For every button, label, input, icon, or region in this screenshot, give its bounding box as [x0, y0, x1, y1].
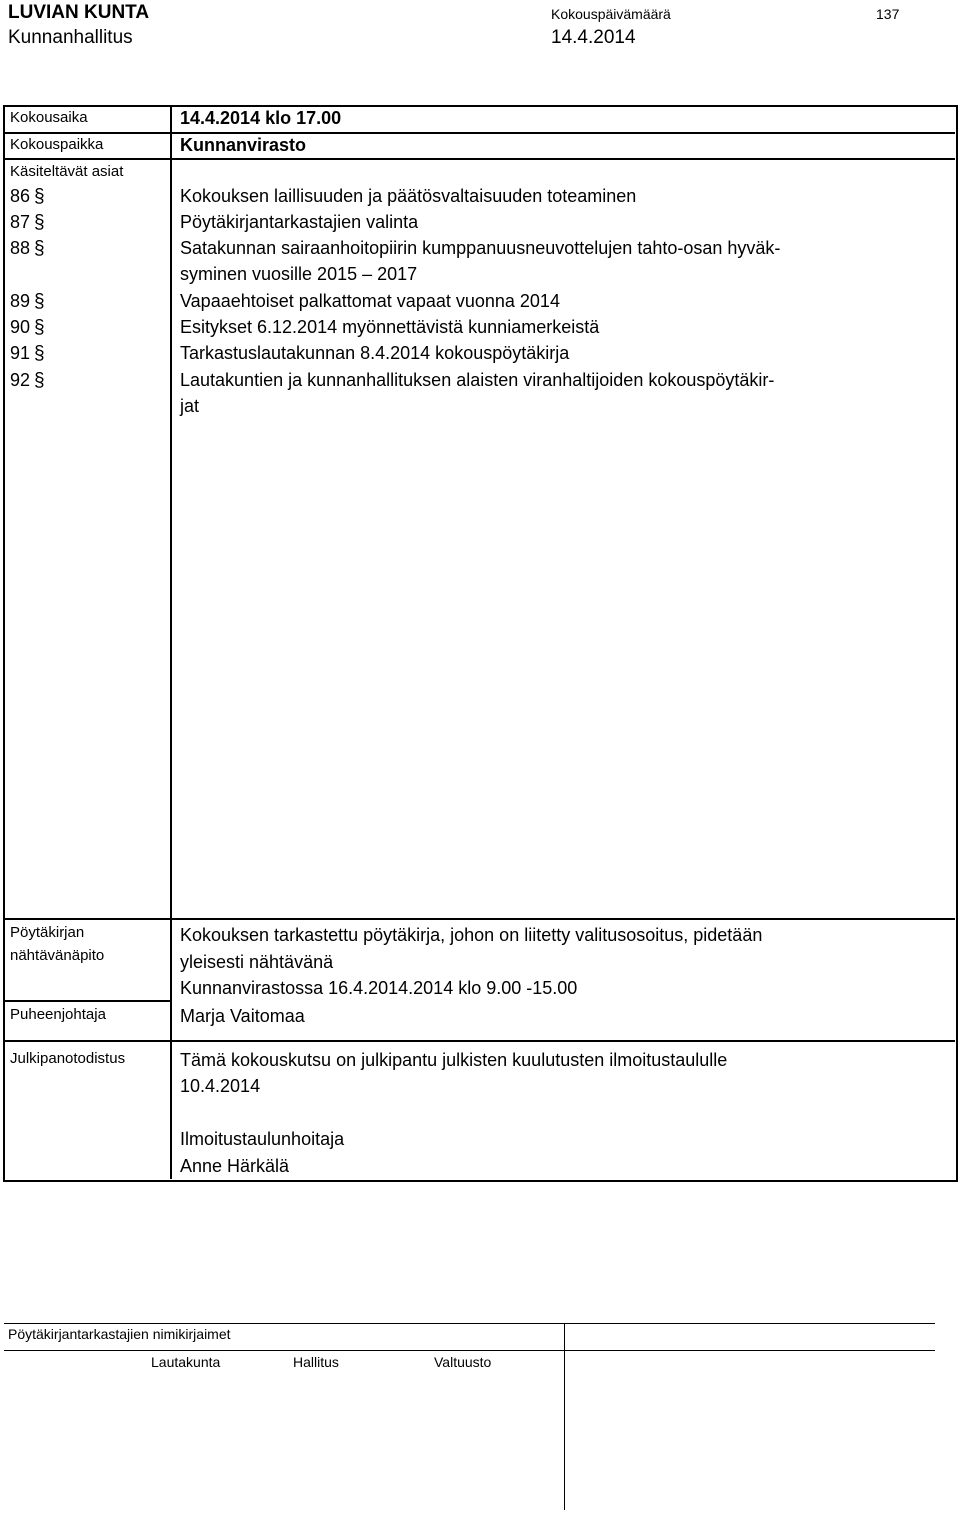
item-number: 86 §	[10, 186, 45, 207]
signature-col-lautakunta: Lautakunta	[151, 1354, 221, 1370]
place-value: Kunnanvirasto	[180, 135, 307, 155]
item-number: 89 §	[10, 291, 45, 312]
items-label: Käsiteltävät asiat	[10, 163, 124, 180]
chair-label: Puheenjohtaja	[10, 1006, 106, 1023]
item-text: Vapaaehtoiset palkattomat vapaat vuonna 2014	[180, 291, 560, 311]
signature-col-valtuusto: Valtuusto	[434, 1354, 492, 1370]
item-number: 91 §	[10, 343, 45, 364]
public-display-label-1: Pöytäkirjan	[10, 924, 85, 941]
item-text: Pöytäkirjantarkastajien valinta	[180, 212, 419, 232]
row-divider	[4, 1000, 171, 1002]
row-divider	[4, 918, 955, 920]
keeper-title: Ilmoitustaulunhoitaja	[180, 1129, 345, 1149]
signature-col-hallitus: Hallitus	[293, 1354, 339, 1370]
header-date: 14.4.2014	[551, 27, 636, 48]
date-label: Kokouspäivämäärä	[551, 6, 671, 22]
notice-label: Julkipanotodistus	[10, 1050, 126, 1067]
item-text: Kokouksen laillisuuden ja päätösvaltaisuuden toteaminen	[180, 186, 637, 206]
item-number: 92 §	[10, 370, 45, 391]
item-text-continued: syminen vuosille 2015 – 2017	[180, 264, 418, 284]
item-text: Satakunnan sairaanhoitopiirin kumppanuusneuvottelujen tahto-osan hyväk-	[180, 238, 781, 258]
keeper-name: Anne Härkälä	[180, 1156, 290, 1176]
item-text: Tarkastuslautakunnan 8.4.2014 kokouspöytäkirja	[180, 343, 570, 363]
item-text: Lautakuntien ja kunnanhallituksen alaisten viranhaltijoiden kokouspöytäkir-	[180, 370, 775, 390]
notice-line1: Tämä kokouskutsu on julkipantu julkisten kuulutusten ilmoitustaululle	[180, 1050, 728, 1070]
page-number: 137	[876, 6, 900, 22]
item-text-continued: jat	[180, 396, 200, 416]
time-value: 14.4.2014 klo 17.00	[180, 108, 342, 128]
row-divider	[4, 158, 955, 160]
item-text: Esitykset 6.12.2014 myönnettävistä kunniamerkeistä	[180, 317, 600, 337]
minutes-table	[3, 105, 958, 1182]
item-number: 88 §	[10, 238, 45, 259]
item-number: 90 §	[10, 317, 45, 338]
signature-label: Pöytäkirjantarkastajien nimikirjaimet	[8, 1326, 231, 1342]
notice-line2: 10.4.2014	[180, 1076, 261, 1096]
time-label: Kokousaika	[10, 109, 88, 126]
public-display-line2: yleisesti nähtävänä	[180, 952, 334, 972]
org-name: LUVIAN KUNTA	[8, 2, 150, 23]
column-divider	[170, 106, 172, 1179]
item-number: 87 §	[10, 212, 45, 233]
place-label: Kokouspaikka	[10, 136, 104, 153]
body-name: Kunnanhallitus	[8, 27, 133, 48]
row-divider	[4, 132, 955, 134]
signature-top-rule	[4, 1323, 935, 1324]
chair-name: Marja Vaitomaa	[180, 1006, 305, 1026]
public-display-line3: Kunnanvirastossa 16.4.2014.2014 klo 9.00 -15.00	[180, 978, 578, 998]
signature-label-rule	[4, 1350, 935, 1351]
public-display-line1: Kokouksen tarkastettu pöytäkirja, johon on liitetty valitusosoitus, pidetään	[180, 925, 763, 945]
signature-divider	[564, 1324, 565, 1510]
public-display-label-2: nähtävänäpito	[10, 947, 105, 964]
row-divider	[4, 1040, 955, 1042]
